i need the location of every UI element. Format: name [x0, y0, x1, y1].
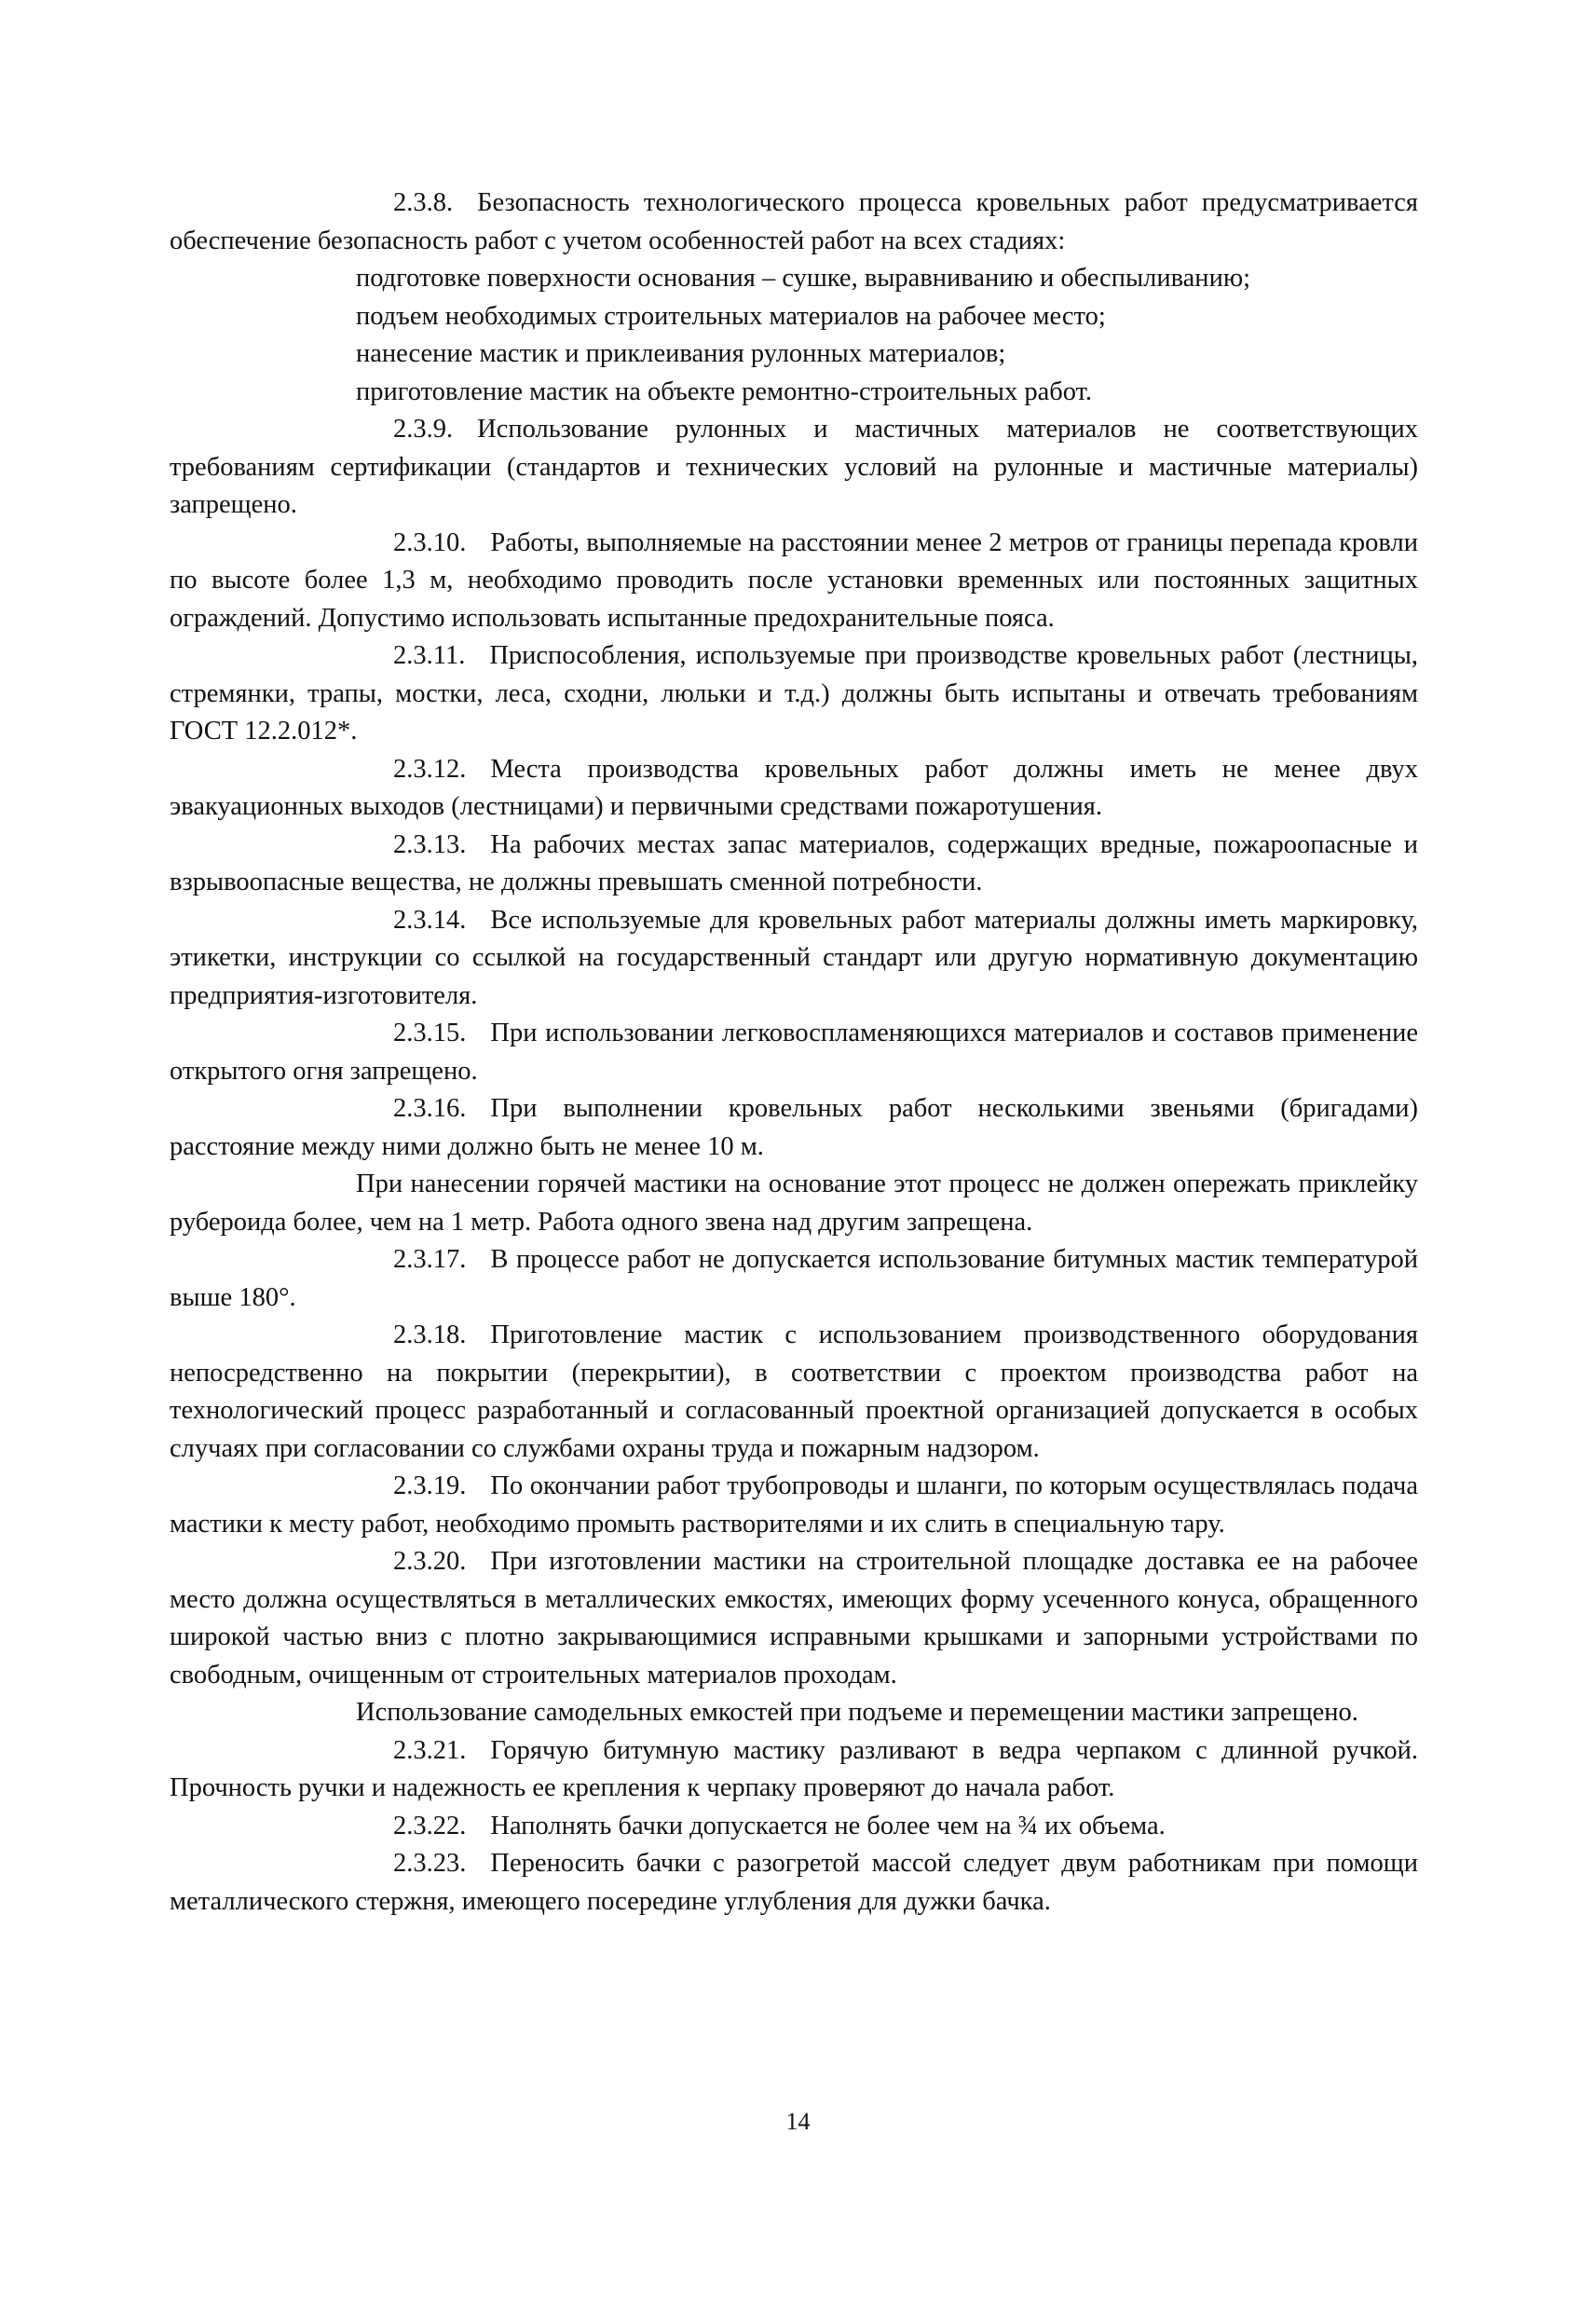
clause-text: Приготовление мастик с использованием производственного оборудования непосредственно на покрытии (перекрытии), в соответствии с проектом производства работ на технологический процесс разработанный и согласованный проектной организацией допускается в особых случаях при согласовании со службами охраны труда и пожарным надзором. [170, 1320, 1418, 1463]
paragraph-2-3-8 [170, 185, 1418, 260]
clause-text: Работы, выполняемые на расстоянии менее 2 метров от границы перепада кровли по высоте более 1,3 м, необходимо проводить после установки временных или постоянных защитных ограждений. Допустимо использовать испытанные предохранительные пояса. [170, 527, 1418, 633]
clause-text: Места производства кровельных работ должны иметь не менее двух эвакуационных выходов (лестницами) и первичными средствами пожаротушения. [170, 754, 1418, 821]
clause-text: Наполнять бачки допускается не более чем на ¾ их объема. [490, 1811, 1166, 1840]
clause-number: 2.3.13. [393, 829, 467, 859]
clause-number: 2.3.11. [393, 641, 466, 670]
clause-text: Переносить бачки с разогретой массой следует двум работникам при помощи металлического стержня, имеющего посередине углубления для дужки бачка. [170, 1849, 1418, 1916]
clause-text: При изготовлении мастики на строительной площадке доставка ее на рабочее место должна осуществляться в металлических емкостях, имеющих форму усеченного конуса, обращенного широкой частью вниз с плотно закрывающимися исправными крышками и запорными устройствами по свободным, очищенным от строительных материалов проходам. [170, 1547, 1418, 1690]
clause-number: 2.3.19. [393, 1471, 467, 1500]
paragraph-2-3-21 [170, 1732, 1418, 1808]
clause-number: 2.3.15. [393, 1019, 467, 1047]
document-body [170, 185, 1418, 1921]
clause-number: 2.3.16. [393, 1094, 467, 1123]
clause-text: Использование рулонных и мастичных материалов не соответствующих требованиям сертификации (стандартов и технических условий на рулонные и мастичные материалы) запрещено. [170, 415, 1418, 519]
clause-text: По окончании работ трубопроводы и шланги, по которым осуществлялась подача мастики к месту работ, необходимо промыть растворителями и их слить в специальную тару. [170, 1471, 1418, 1539]
clause-text: При использовании легковоспламеняющихся материалов и составов применение открытого огня запрещено. [170, 1019, 1418, 1086]
paragraph-2-3-20-continued: Использование самодельных емкостей при подъеме и перемещении мастики запрещено. [356, 1698, 1358, 1727]
paragraph-2-3-17 [170, 1241, 1418, 1317]
paragraph-2-3-18 [170, 1317, 1418, 1468]
paragraph-2-3-23 [170, 1845, 1418, 1921]
paragraph-2-3-9 [170, 411, 1418, 525]
paragraph-2-3-15 [170, 1015, 1418, 1090]
clause-number: 2.3.18. [393, 1320, 467, 1349]
paragraph-2-3-11 [170, 637, 1418, 751]
clause-number: 2.3.23. [393, 1849, 467, 1878]
clause-number: 2.3.14. [393, 905, 467, 935]
stage-item: приготовление мастик на объекте ремонтно-строительных работ. [356, 376, 1093, 406]
clause-text: В процессе работ не допускается использование битумных мастик температурой выше 180°. [170, 1245, 1418, 1312]
paragraph-2-3-14 [170, 902, 1418, 1016]
stage-item: подъем необходимых строительных материалов на рабочее место; [356, 301, 1106, 331]
paragraph-2-3-20 [170, 1543, 1418, 1694]
clause-number: 2.3.12. [393, 754, 467, 784]
clause-text: Горячую битумную мастику разливают в ведра черпаком с длинной ручкой. Прочность ручки и надежность ее крепления к черпаку проверяют до начала работ. [170, 1735, 1418, 1802]
paragraph-2-3-10 [170, 525, 1418, 638]
paragraph-2-3-13 [170, 827, 1418, 902]
stage-item: нанесение мастик и приклеивания рулонных материалов; [356, 339, 1006, 368]
clause-number: 2.3.20. [393, 1547, 467, 1576]
clause-text: Приспособления, используемые при производстве кровельных работ (лестницы, стремянки, трапы, мостки, леса, сходни, люльки и т.д.) должны быть испытаны и отвечать требованиям ГОСТ 12.2.012*. [170, 641, 1418, 746]
clause-number: 2.3.21. [393, 1735, 467, 1765]
paragraph-2-3-16-continued: При нанесении горячей мастики на основание этот процесс не должен опережать приклейку рубероида более, чем на 1 метр. Работа одного звена над другим запрещена. [170, 1170, 1418, 1237]
stage-item: подготовке поверхности основания – сушке, выравниванию и обеспыливанию; [356, 264, 1251, 293]
paragraph-2-3-22 [170, 1808, 1418, 1846]
clause-number: 2.3.22. [393, 1811, 467, 1840]
paragraph-2-3-16 [170, 1090, 1418, 1166]
clause-text: При выполнении кровельных работ несколькими звеньями (бригадами) расстояние между ними должно быть не менее 10 м. [170, 1094, 1418, 1161]
clause-number: 2.3.8. [393, 188, 454, 217]
page-number: 14 [785, 2108, 811, 2135]
clause-text: Безопасность технологического процесса кровельных работ предусматривается обеспечение безопасность работ с учетом особенностей работ на всех стадиях: [170, 188, 1418, 255]
clause-number: 2.3.17. [393, 1245, 467, 1274]
clause-text: Все используемые для кровельных работ материалы должны иметь маркировку, этикетки, инструкции со ссылкой на государственный стандарт или другую нормативную документацию предприятия-изготовителя. [170, 905, 1418, 1010]
clause-number: 2.3.10. [393, 527, 467, 557]
paragraph-2-3-19 [170, 1468, 1418, 1543]
paragraph-2-3-12 [170, 751, 1418, 827]
clause-number: 2.3.9. [393, 415, 454, 444]
clause-text: На рабочих местах запас материалов, содержащих вредные, пожароопасные и взрывоопасные вещества, не должны превышать сменной потребности. [170, 829, 1418, 896]
